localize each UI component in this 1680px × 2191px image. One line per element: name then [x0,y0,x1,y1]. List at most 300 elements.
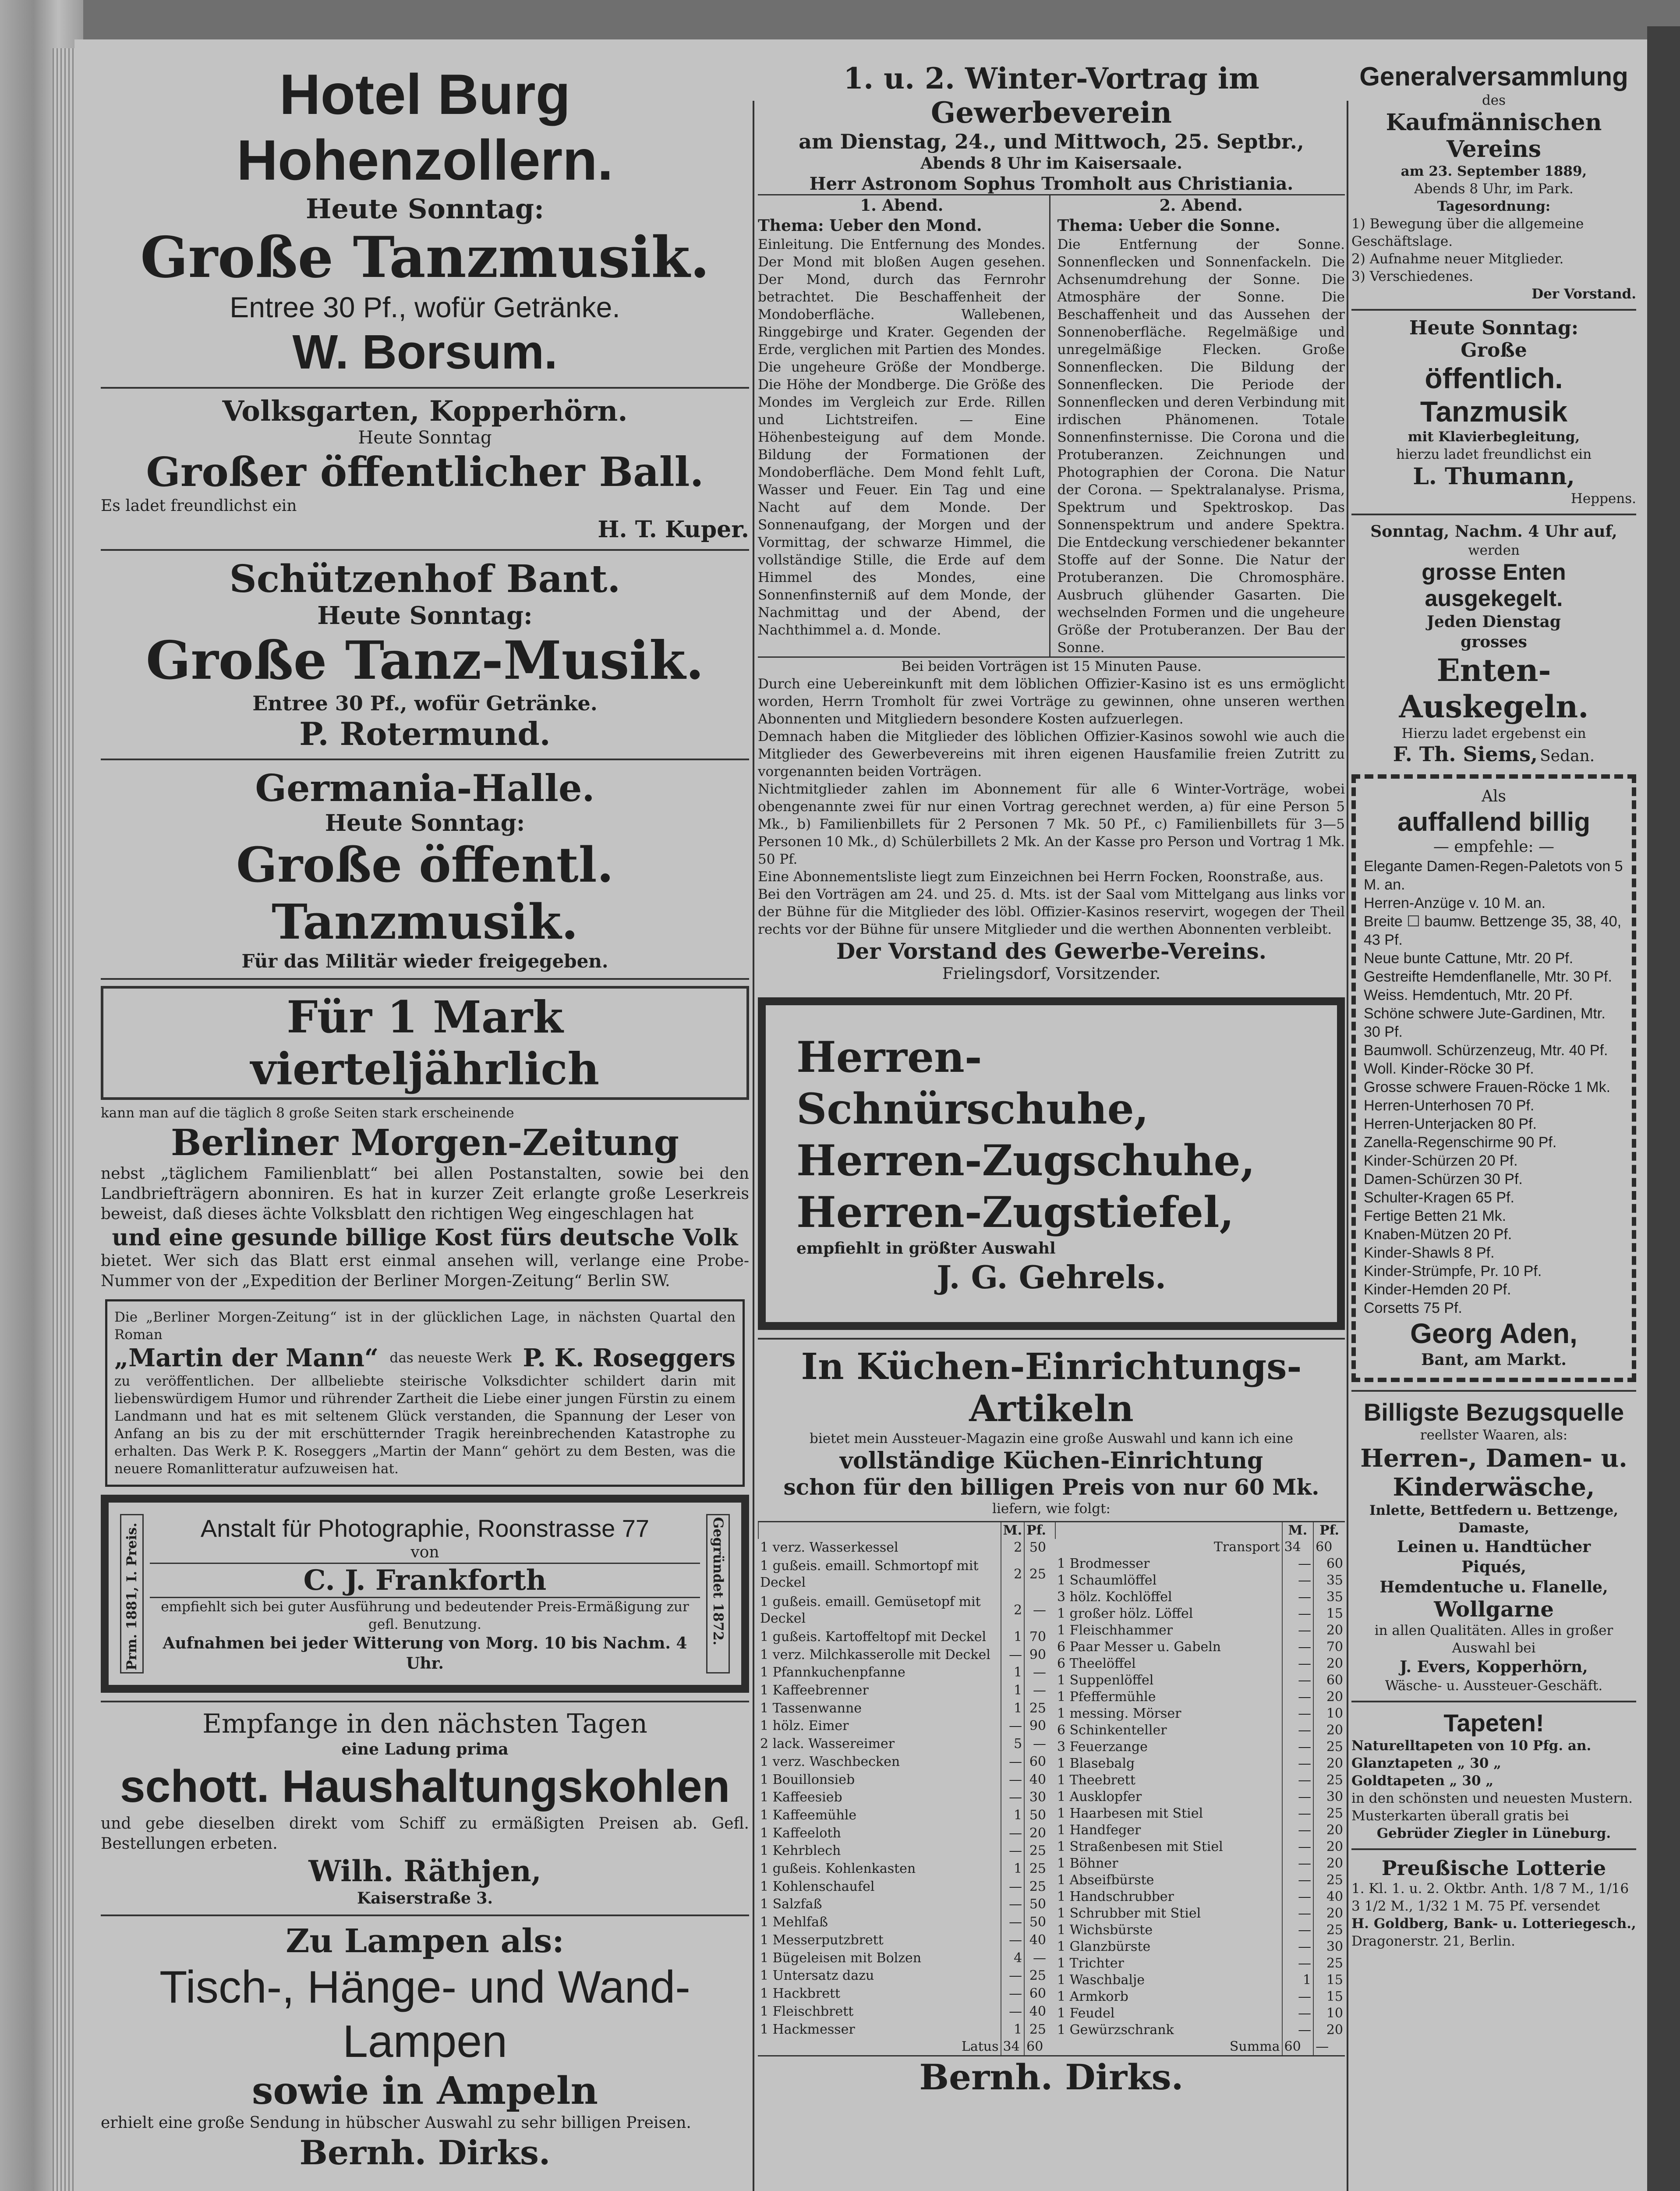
ad-sub: Heute Sonntag: [325,810,525,837]
item-name: 1 Mehlfaß [760,1914,828,1930]
kueche-title: In Küchen-Einrichtungs-Artikeln [801,1346,1302,1430]
item-pfennig: 30 [1313,1789,1345,1805]
item-pfennig: 40 [1024,2003,1048,2021]
item-row [758,1860,1048,1878]
divider [101,549,749,551]
item-mark: 2 [1001,1557,1025,1592]
item-pfennig: 40 [1313,1889,1345,1905]
item-pfennig: 60 [1313,1672,1345,1689]
ad-body: und gebe dieselben direkt vom Schiff zu ermäßigten Preisen ab. Gefl. Bestellungen erbeten. [101,1815,749,1853]
item-name: 1 Salzfaß [760,1897,822,1912]
item-pfennig: 20 [1313,1622,1345,1639]
ad-title: Volksgarten, Kopperhörn. [222,395,628,428]
transport-label: Transport [1213,1539,1280,1555]
item-mark: — [1282,1722,1314,1739]
item-name: 1 Handfeger [1057,1822,1141,1838]
item-row [758,1807,1048,1825]
item-mark: 1 [1282,1972,1314,1989]
vortrag-para: Durch eine Uebereinkunft mit dem löblichen Offizier-Kasino ist es uns ermöglicht worden, Herrn Tromholt für zwei Vorträge zu gewinnen, ohne unseren werthen Abonnenten und Mitgliedern besondere Kosten aufzuerlegen. [758,676,1345,727]
item-mark: — [1282,1805,1314,1822]
kueche-liefern: liefern, wie folgt: [992,1501,1111,1517]
item-name: 1 Kaffeeloth [760,1825,841,1841]
item-mark: — [1282,1789,1314,1805]
item-name: 1 Handschrubber [1057,1889,1174,1904]
ad-name: Georg Aden, [1410,1318,1577,1349]
agenda-item: 3) Verschiedenes. [1351,269,1474,284]
items-table-right [1055,1522,1345,2055]
item-pfennig: 25 [1024,1557,1048,1592]
item-mark: — [1001,2003,1025,2021]
divider [101,387,749,389]
ad-leinen: Leinen u. Handtücher [1397,1538,1591,1556]
photo-title: Anstalt für Photographie, Roonstrasse 77 [200,1514,650,1542]
item-mark: — [1282,2005,1314,2022]
column-rule [1347,101,1348,2191]
item-row [1055,1639,1345,1656]
vortrag-time: Abends 8 Uhr im Kaisersaale. [920,154,1182,173]
ad-versammlung [1351,61,1636,303]
ad-name: J. Evers, Kopperhörn, [1400,1658,1588,1676]
ad-line: Goldtapeten „ 30 „ [1351,1773,1494,1789]
item-pfennig: 25 [1024,1842,1048,1860]
item-row [1055,1739,1345,1755]
item-name: 3 hölz. Kochlöffel [1057,1589,1172,1605]
item-name: 1 Blasebalg [1057,1756,1135,1771]
item-pfennig: 25 [1024,1967,1048,1985]
ad-sign: Der Vorstand. [1531,286,1636,302]
item-pfennig: 15 [1313,1989,1345,2005]
item-pfennig: 25 [1313,1872,1345,1889]
item-pfennig: 10 [1313,2005,1345,2022]
item-mark: — [1001,1717,1025,1735]
ad-aden [1351,774,1636,1382]
column-middle [758,61,1345,2098]
ad-items: Inlette, Bettfedern u. Bettzenge, Damaste, [1369,1503,1618,1536]
column-left [101,61,749,2172]
ad-invite: Es ladet freundlichst ein [101,497,297,515]
vortrag-pause: Bei beiden Vorträgen ist 15 Minuten Pause. [901,659,1202,674]
item-name: 3 Feuerzange [1057,1739,1148,1755]
item-pfennig: 30 [1313,1939,1345,1955]
item-row [1055,1772,1345,1789]
item-name: 1 Fleischbrett [760,2003,854,2019]
ad-hemd: Hemdentuche u. Flanelle, [1379,1578,1608,1596]
divider [101,1914,749,1916]
ad-place: Bant, am Markt. [1421,1351,1567,1369]
item-pfennig: 40 [1024,1771,1048,1789]
ad-with: mit Klavierbegleitung, [1408,429,1580,445]
ad-grosses: grosses [1461,633,1527,651]
ad-big: Enten-Auskegeln. [1399,652,1589,725]
price-item: Schöne schwere Jute-Gardinen, Mtr. 30 Pf. [1364,1005,1606,1040]
item-row [758,1842,1048,1860]
vortrag-sign: Frielingsdorf, Vorsitzender. [942,965,1161,983]
price-item: Kinder-Strümpfe, Pr. 10 Pf. [1364,1263,1542,1280]
ad-gehrels [758,997,1345,1330]
item-row [1055,1572,1345,1589]
ad-event: Großer öffentlicher Ball. [146,448,704,496]
item-row [1055,1972,1345,1989]
ad-sub: Heute Sonntag [358,428,492,448]
item-mark: — [1001,1896,1025,1914]
ad-line: Sonntag, Nachm. 4 Uhr auf, [1370,522,1617,541]
item-row [758,2021,1048,2039]
item-pfennig: 30 [1024,1789,1048,1807]
item-row [1055,1822,1345,1839]
vortrag-para: Nichtmitglieder zahlen im Abonnement für alle 6 Winter-Vorträge, wobei obengenannte zwei für nur einen Vortrag gerechnet werden, a) für eine Person 5 Mk., b) Familienbillets für 2 Personen 7 Mk. 50 Pf., c) Familienbillets für 3—5 Personen 10 Mk., d) Schülerbillets 2 Mk. An der Kasse pro Person und Vortrag 1 Mk. 50 Pf. [758,781,1345,867]
item-name: 1 Fleischhammer [1057,1623,1173,1638]
item-row [1055,1805,1345,1822]
price-item: Herren-Anzüge v. 10 M. an. [1364,895,1546,911]
item-pfennig: — [1024,1682,1048,1700]
col-pf: Pf. [1024,1522,1048,1539]
ad-big: auffallend billig [1397,807,1590,837]
item-name: 1 gußeis. Kartoffeltopf mit Deckel [760,1629,987,1645]
item-pfennig: 15 [1313,1606,1345,1622]
item-row [758,1753,1048,1771]
ad-tages: Tagesordnung: [1437,199,1551,214]
item-pfennig: 20 [1313,1855,1345,1872]
divider [101,1701,749,1702]
price-item: Knaben-Mützen 20 Pf. [1364,1226,1512,1243]
item-pfennig: 60 [1024,1753,1048,1771]
item-mark: — [1282,1839,1314,1855]
summa-m: 60 [1282,2039,1314,2055]
ad-big: Große [1461,339,1527,362]
divider [101,759,749,760]
item-pfennig: 40 [1024,1932,1048,1950]
item-mark: — [1001,1985,1025,2003]
summa-pf: — [1313,2039,1345,2055]
item-row [1055,1889,1345,1905]
price-item: Elegante Damen-Regen-Paletots von 5 M. an. [1364,858,1623,893]
price-item: Herren-Unterhosen 70 Pf. [1364,1097,1535,1114]
item-pfennig: 50 [1024,1807,1048,1825]
item-pfennig: 90 [1024,1717,1048,1735]
side-label: Prm. 1881, I. Preis. [120,1514,144,1673]
item-mark: — [1282,1922,1314,1939]
item-name: 1 gußeis. Kohlenkasten [760,1861,916,1877]
ad-host: P. Rotermund. [299,715,551,752]
item-mark: — [1001,1932,1025,1950]
item-name: 1 gußeis. emaill. Schmortopf mit Deckel [760,1558,979,1591]
ad-line: kann man auf die täglich 8 große Seiten stark erscheinende [101,1105,514,1121]
thema-text: Einleitung. Die Entfernung des Mondes. Der Mond mit bloßen Augen gesehen. Der Mond, durch das Fernrohr betrachtet. Die Beschaffenheit der Mondoberfläche. Wallebenen, Ringgebirge und Krater. Gegenden der Erde, verglichen mit Partien des Mondes. Die ungeheure Größe der Mondberge. Die Höhe der Mondberge. Die Größe des Mondes im Vergleich zur Erde. Rillen und Lichtstreifen. — Eine Höhenbesteigung auf dem Monde. Bildung der Formationen der Mondoberfläche. Dem Mond fehlt Luft, Wasser und Feuer. Ein Tag und eine Nacht auf dem Monde. Der Sonnenaufgang, der Morgen und der Vormittag, der schwarze Himmel, die vollständige Stille, die Erde auf dem Himmel des Mondes, eine Sonnenfinsterniß auf dem Monde, der Nachmittag und der Abend, der Nachthimmel a. d. Monde. [758,237,1046,638]
item-row [1055,1839,1345,1855]
ad-event: Große öffentl. Tanzmusik. [236,837,614,950]
item-name: 1 messing. Mörser [1057,1706,1181,1721]
ad-big: grosse Enten ausgekegelt. [1422,560,1566,611]
item-mark: 2 [1001,1592,1025,1628]
item-name: 1 Trichter [1057,1956,1124,1971]
item-row [758,1646,1048,1664]
ad-sub: Heute Sonntag: [305,193,545,225]
vortrag-speaker: Herr Astronom Sophus Tromholt aus Christiania. [809,174,1294,194]
item-pfennig: 35 [1313,1589,1345,1606]
item-row [758,1949,1048,1967]
item-mark: — [1282,1656,1314,1672]
item-name: 1 Messerputzbrett [760,1932,884,1948]
col-m: M. [1282,1522,1314,1539]
item-row [758,1664,1048,1682]
item-mark: — [1282,1572,1314,1589]
item-row [1055,1622,1345,1639]
ad-title: Preußische Lotterie [1381,1856,1606,1880]
item-pfennig: 20 [1313,1689,1345,1705]
item-row [758,1824,1048,1842]
ad-line: Zu Lampen als: [286,1922,564,1960]
ad-name: Gebrüder Ziegler in Lüneburg. [1376,1826,1611,1841]
ad-event: Große Tanzmusik. [140,225,710,291]
item-pfennig: 50 [1024,1539,1048,1557]
item-mark: — [1282,1689,1314,1705]
item-row [1055,1722,1345,1739]
aden-list [1364,857,1624,1317]
ad-big: Herren-, Damen- u. Kinderwäsche, [1360,1444,1627,1502]
item-pfennig: 60 [1313,1556,1345,1572]
ad-host: W. Borsum. [292,325,558,379]
photo-hours: Aufnahmen bei jeder Witterung von Morg. 10 bis Nachm. 4 Uhr. [163,1634,687,1673]
ad-sub: Heute Sonntag: [317,601,533,630]
ad-invite: hierzu ladet freundlichst ein [1396,447,1592,462]
item-row [758,1789,1048,1807]
item-mark: 4 [1001,1949,1025,1967]
item-name: 1 Bügeleisen mit Bolzen [760,1950,922,1966]
kueche-big: vollständige Küchen-Einrichtung [839,1447,1263,1474]
item-pfennig: 20 [1313,2022,1345,2039]
item-mark: — [1282,1772,1314,1789]
ad-des: des [1482,92,1506,108]
ad-line: Empfange in den nächsten Tagen [202,1709,647,1739]
item-name: 1 hölz. Eimer [760,1718,849,1734]
ad-body: in den schönsten und neuesten Mustern. Musterkarten überall gratis bei [1351,1790,1633,1824]
item-name: 1 Glanzbürste [1057,1939,1151,1954]
item-name: 1 Feudel [1057,2006,1115,2021]
item-row [758,1932,1048,1950]
thema: Thema: Ueber die Sonne. [1057,216,1280,235]
item-pfennig: 25 [1313,1922,1345,1939]
item-name: 6 Theelöffel [1057,1656,1136,1671]
item-mark: — [1282,1855,1314,1872]
item-row [758,1914,1048,1932]
item-mark: 2 [1001,1539,1025,1557]
ad-kohlen [101,1709,749,1908]
item-name: 1 Abseifbürste [1057,1872,1154,1888]
item-mark: 1 [1001,1860,1025,1878]
item-pfennig: 70 [1024,1628,1048,1646]
divider [1351,1390,1636,1392]
ad-time: Abends 8 Uhr, im Park. [1414,181,1574,197]
ad-paper-name: Berliner Morgen-Zeitung [171,1122,679,1164]
item-row [1055,1672,1345,1689]
item-name: 1 Bouillonsieb [760,1772,855,1787]
ad-tapeten [1351,1709,1636,1842]
vortrag-para: Demnach haben die Mitglieder des löblichen Offizier-Kasinos sowohl wie auch die Mitglieder des Gewerbevereins mit ihren eigenen Hausfamilie freien Zutritt zu vorgenannten beiden Vorträgen. [758,729,1345,780]
photo-body: empfiehlt sich bei guter Ausführung und bedeutender Preis-Ermäßigung zur gefl. Benutzung. [161,1599,689,1632]
item-name: 1 Pfeffermühle [1057,1689,1156,1705]
item-row [1055,1689,1345,1705]
roman-box [105,1299,745,1487]
item-mark: — [1001,1753,1025,1771]
item-mark: — [1001,1646,1025,1664]
item-row [758,1699,1048,1717]
item-name: 2 lack. Wassereimer [760,1736,895,1752]
ad-addr: Kaiserstraße 3. [357,1889,493,1907]
item-mark: — [1282,1905,1314,1922]
price-item: Breite ☐ baumw. Bettzenge 35, 38, 40, 43 Pf. [1364,913,1622,948]
item-pfennig: 10 [1313,1705,1345,1722]
ad-morgen-zeitung [101,986,749,1487]
gehrels-name: J. G. Gehrels. [936,1259,1166,1296]
item-row [758,1735,1048,1753]
item-pfennig: 50 [1024,1914,1048,1932]
item-name: 1 Straßenbesen mit Stiel [1057,1839,1223,1854]
item-pfennig: — [1024,1664,1048,1682]
ad-title: Generalversammlung [1359,62,1628,91]
ad-title: Für 1 Mark vierteljährlich [101,986,749,1100]
ad-volksgarten [101,395,749,543]
ad-jeden: Jeden Dienstag [1426,613,1561,631]
ad-big: schott. Haushaltungskohlen [120,1761,730,1812]
gehrels-sub: empfiehlt in größter Auswahl [796,1239,1056,1258]
scan-border [1647,26,1680,2191]
column-rule [753,101,754,2191]
ad-title: Tapeten! [1443,1709,1544,1737]
roman-author: P. K. Roseggers [523,1344,736,1372]
agenda-item: 1) Bewegung über die allgemeine Geschäftslage. [1351,216,1584,249]
price-item: Damen-Schürzen 30 Pf. [1364,1171,1523,1188]
item-pfennig: 25 [1024,2021,1048,2039]
item-row [1055,1905,1345,1922]
ad-thumann [1351,317,1636,507]
item-mark: — [1282,1589,1314,1606]
item-row [1055,1872,1345,1889]
ad-photography [101,1495,749,1693]
vortrag-vorstand: Der Vorstand des Gewerbe-Vereins. [836,938,1267,964]
ad-name: H. Goldberg, Bank- u. Lotteriegesch., [1351,1916,1636,1932]
item-name: 1 Suppenlöffel [1057,1673,1154,1688]
ad-siems [1351,521,1636,766]
item-row [758,1878,1048,1896]
price-item: Kinder-Hemden 20 Pf. [1364,1281,1511,1298]
item-mark: 1 [1001,1664,1025,1682]
item-mark: — [1282,1872,1314,1889]
price-item: Baumwoll. Schürzenzeug, Mtr. 40 Pf. [1364,1042,1608,1059]
divider [101,978,749,980]
item-name: 1 Kehrblech [760,1843,841,1859]
item-mark: — [1001,1878,1025,1896]
item-name: 1 Waschbalje [1057,1972,1145,1988]
item-name: 1 verz. Milchkasserolle mit Deckel [760,1647,990,1663]
item-pfennig: 25 [1313,1955,1345,1972]
item-name: 1 Hackmesser [760,2021,855,2037]
ad-slogan: und eine gesunde billige Kost fürs deutsche Volk [112,1224,738,1251]
item-pfennig: — [1024,1949,1048,1967]
ad-note: Für das Militär wieder freigegeben. [241,950,608,972]
ad-host: H. T. Kuper. [598,516,749,543]
ad-place: Sedan. [1540,747,1595,765]
item-row [758,2003,1048,2021]
item-pfennig: 20 [1313,1822,1345,1839]
divider [1351,1848,1636,1850]
item-pfennig: 25 [1313,1805,1345,1822]
item-mark: 1 [1001,2021,1025,2039]
price-item: Neue bunte Cattune, Mtr. 20 Pf. [1364,950,1574,967]
item-row [758,1896,1048,1914]
item-name: 1 gußeis. emaill. Gemüsetopf mit Deckel [760,1594,981,1626]
ad-als: Als [1482,787,1506,805]
vortrag-title: 1. u. 2. Winter-Vortrag im Gewerbeverein [843,61,1259,130]
ad-germania [101,766,749,972]
price-item: Fertige Betten 21 Mk. [1364,1208,1507,1224]
ad-wolle: Wollgarne [1434,1597,1554,1622]
item-pfennig: 60 [1024,1985,1048,2003]
price-item: Corsetts 75 Pf. [1364,1300,1462,1316]
item-mark: — [1001,1967,1025,1985]
price-item: Woll. Kinder-Röcke 30 Pf. [1364,1060,1534,1077]
item-mark: — [1001,1914,1025,1932]
item-pfennig: 25 [1024,1699,1048,1717]
latus-pf: 60 [1024,2039,1048,2055]
ad-name: L. Thumann, [1413,463,1575,490]
item-row [1055,1589,1345,1606]
evening-label: 2. Abend. [1159,196,1243,215]
item-mark: — [1282,1606,1314,1622]
ad-hotel-burg [101,61,749,381]
item-row [1055,1939,1345,1955]
item-name: 1 Pfannkuchenpfanne [760,1665,905,1680]
item-pfennig: 25 [1024,1878,1048,1896]
vortrag-para: Eine Abonnementsliste liegt zum Einzeichnen bei Herrn Focken, Roonstraße, aus. [758,869,1324,885]
item-name: 1 Schaumlöffel [1057,1573,1157,1588]
item-pfennig: 90 [1024,1646,1048,1664]
ad-big: Tisch-, Hänge- und Wand-Lampen [159,1962,690,2067]
item-row [1055,1989,1345,2005]
item-mark: — [1282,1739,1314,1755]
item-row [758,1985,1048,2003]
ad-lotterie [1351,1856,1636,1950]
item-name: 1 Haarbesen mit Stiel [1057,1806,1203,1821]
item-mark: — [1282,1705,1314,1722]
item-mark: — [1282,1889,1314,1905]
ad-title: Germania-Halle. [255,766,595,810]
item-name: 1 Gewürzschrank [1057,2022,1174,2038]
item-pfennig: 20 [1313,1839,1345,1855]
item-pfennig: 20 [1024,1824,1048,1842]
book-edge [0,0,83,2191]
item-pfennig: 70 [1313,1639,1345,1656]
latus-label: Latus [961,2039,999,2054]
item-mark: 1 [1001,1628,1025,1646]
item-mark: — [1282,1989,1314,2005]
ad-body: in allen Qualitäten. Alles in großer Auswahl bei [1374,1623,1613,1656]
price-item: Gestreifte Hemdenflanelle, Mtr. 30 Pf. [1364,968,1612,985]
item-name: 6 Paar Messer u. Gabeln [1057,1639,1221,1655]
ad-event: Große Tanz-Musik. [146,630,704,691]
ad-verein: Kaufmännischen Vereins [1386,109,1602,163]
divider [1351,514,1636,515]
transport-m: 34 [1282,1539,1314,1556]
item-row [1055,1656,1345,1672]
item-row [758,1539,1048,1557]
item-row [1055,1705,1345,1722]
item-row [1055,2022,1345,2039]
transport-pf: 60 [1313,1539,1345,1556]
item-pfennig: 50 [1024,1896,1048,1914]
vortrag-dates: am Dienstag, 24., und Mittwoch, 25. Septbr., [799,130,1304,153]
ad-sowie: sowie in Ampeln [251,2069,598,2113]
column-right [1351,61,1636,1950]
